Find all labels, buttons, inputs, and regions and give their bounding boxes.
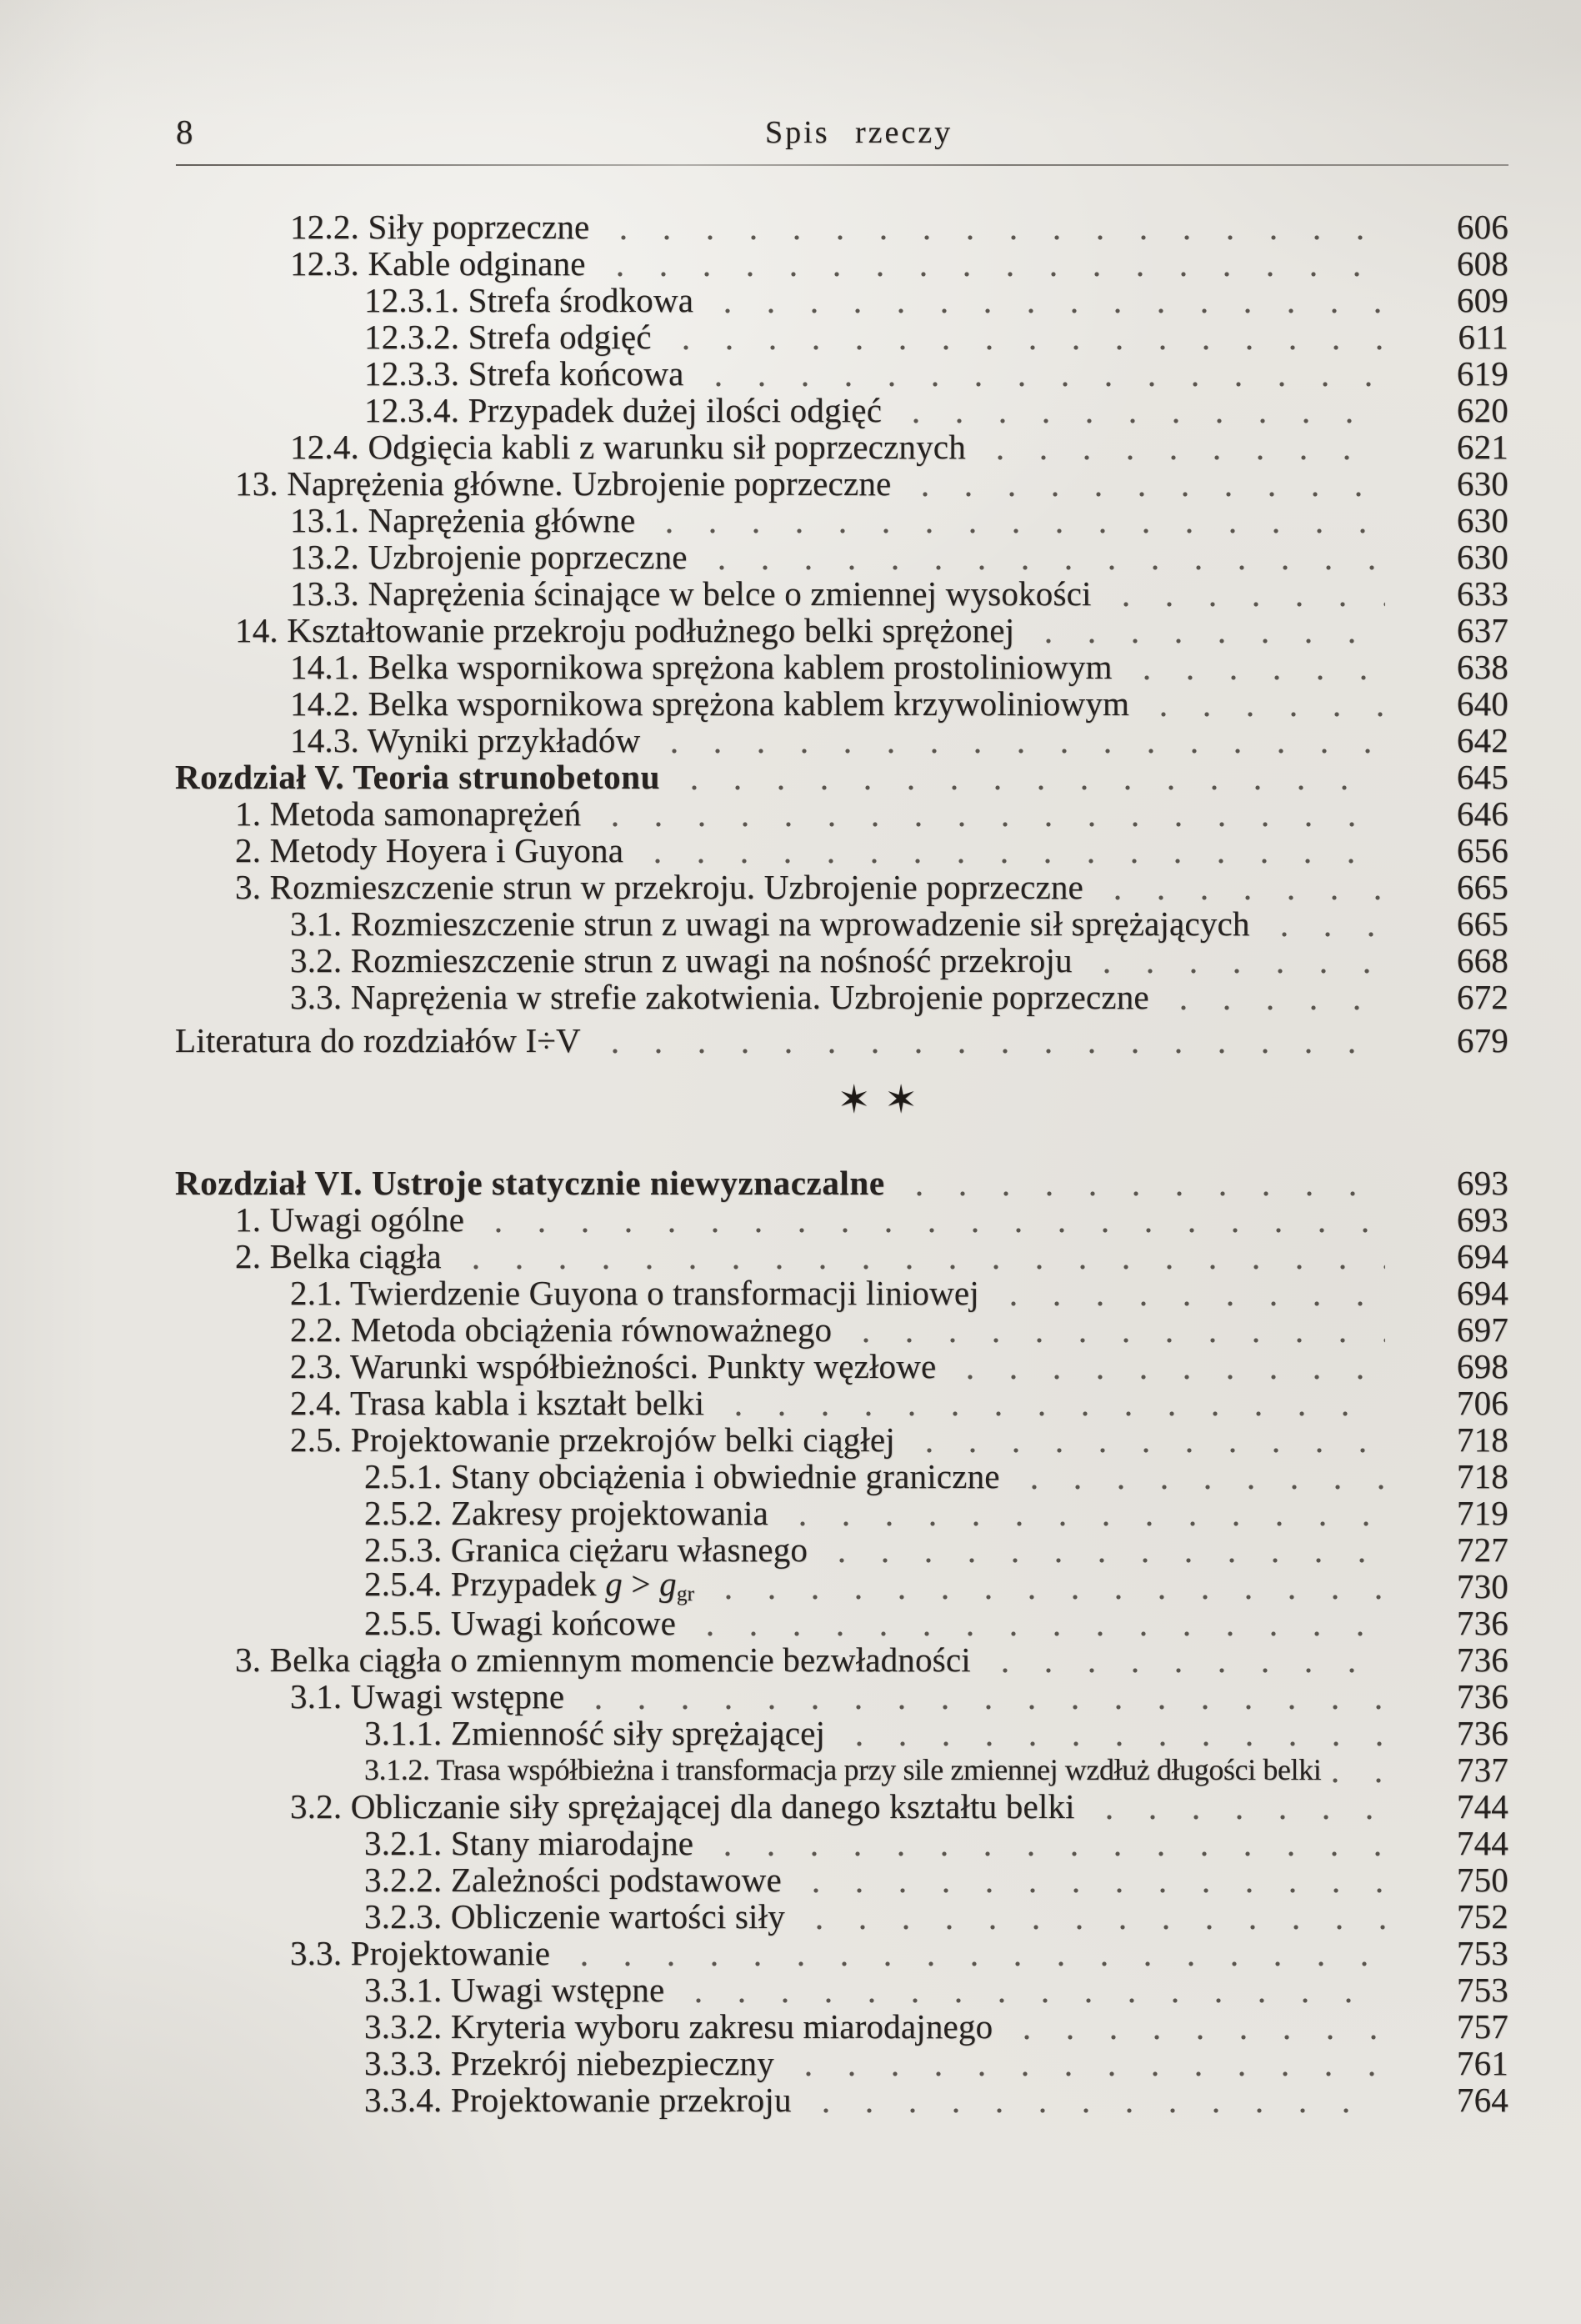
dot-leader [1107, 1814, 1385, 1821]
toc-page-number: 750 [1456, 1861, 1508, 1899]
toc-entry-label: 12.2. Siły poprzeczne [290, 208, 590, 246]
toc-page-number: 672 [1456, 978, 1508, 1016]
toc-entry [290, 575, 1508, 612]
toc-entry-label: 2.4. Trasa kabla i kształt belki [290, 1384, 705, 1422]
toc-page-number: 706 [1456, 1384, 1508, 1422]
toc-entry [290, 979, 1508, 1015]
dot-leader [1333, 1777, 1408, 1784]
toc-entry-label: 3.3.2. Kryteria wyboru zakresu miarodajnego [364, 2007, 993, 2046]
dot-leader [1011, 1300, 1385, 1307]
dot-leader [613, 821, 1385, 828]
toc-page-number: 665 [1456, 868, 1508, 906]
toc-page-number: 693 [1456, 1200, 1508, 1239]
toc-entry-label: 12.3.1. Strefa środkowa [364, 281, 694, 319]
dot-leader [672, 748, 1385, 754]
toc-entry [290, 538, 1508, 575]
dot-leader [968, 1374, 1385, 1380]
dot-leader [596, 1704, 1385, 1710]
toc-entry-label: 2. Belka ciągła [235, 1237, 442, 1275]
dot-leader [863, 1337, 1385, 1344]
toc-entry-label: 12.3. Kable odginane [290, 244, 586, 283]
toc-page-number: 764 [1456, 2081, 1508, 2119]
toc-entry-label: 3.2.1. Stany miarodajne [364, 1824, 694, 1862]
toc-page-number: 638 [1456, 648, 1508, 686]
dot-leader [923, 491, 1385, 498]
toc-entry [290, 1311, 1508, 1348]
toc-entry-label: 3.1. Uwagi wstępne [290, 1677, 565, 1715]
toc-entry [175, 759, 1508, 795]
toc-page-number: 753 [1456, 1934, 1508, 1972]
toc-page-number: 718 [1456, 1420, 1508, 1459]
toc-page-number: 737 [1456, 1751, 1508, 1789]
dot-leader [696, 1997, 1385, 2004]
toc-entry-label: 2.5.5. Uwagi końcowe [364, 1604, 677, 1642]
toc-section-2 [0, 1165, 1508, 2118]
dot-leader [823, 2107, 1385, 2114]
star-icon: ✶ [838, 1079, 871, 1122]
toc-page-number: 619 [1456, 354, 1508, 393]
toc-page-number: 719 [1456, 1494, 1508, 1532]
dot-leader [913, 418, 1385, 424]
dot-leader [1046, 638, 1385, 644]
toc-entry-label: 1. Metoda samonaprężeń [235, 794, 582, 833]
dot-leader [473, 1264, 1385, 1270]
toc-entry [364, 355, 1508, 392]
toc-entry [364, 1458, 1508, 1495]
toc-entry-label: 2.2. Metoda obciążenia równoważnego [290, 1310, 833, 1349]
toc-page-number: 679 [1456, 1021, 1508, 1059]
dot-leader [716, 381, 1385, 388]
toc-entry [364, 1531, 1508, 1568]
toc-page-number: 630 [1456, 501, 1508, 539]
toc-entry-label: 3.3. Naprężenia w strefie zakotwienia. Uzbrojenie poprzeczne [290, 978, 1149, 1016]
toc-page-number: 694 [1456, 1274, 1508, 1312]
dot-leader [1181, 1004, 1385, 1011]
page-number: 8 [176, 113, 193, 151]
toc-page-number: 697 [1456, 1310, 1508, 1349]
toc-entry [364, 1825, 1508, 1861]
toc-entry-label: 3.2. Obliczanie siły sprężającej dla danego kształtu belki [290, 1787, 1075, 1826]
toc-entry-label: 2.5.4. Przypadek g > ggr [364, 1565, 695, 1605]
toc-entry [290, 1788, 1508, 1825]
section-divider [838, 1081, 918, 1120]
dot-leader [1024, 2034, 1385, 2041]
toc-page-number: 693 [1456, 1164, 1508, 1202]
toc-page-number: 736 [1456, 1640, 1508, 1679]
toc-entry [364, 1861, 1508, 1898]
toc-page-number: 637 [1456, 611, 1508, 649]
toc-section-1 [0, 208, 1508, 1059]
toc-entry [290, 1421, 1508, 1458]
toc-entry-label: Literatura do rozdziałów I÷V [175, 1021, 581, 1059]
toc-entry-label: 12.3.4. Przypadek dużej ilości odgięć [364, 391, 883, 429]
toc-page-number: 640 [1456, 684, 1508, 723]
toc-entry-label: 13.2. Uzbrojenie poprzeczne [290, 538, 688, 576]
dot-leader [613, 1048, 1385, 1054]
toc-page-number: 630 [1456, 464, 1508, 503]
toc-entry [235, 832, 1508, 869]
dot-leader [813, 1887, 1385, 1894]
dot-leader [736, 1410, 1385, 1417]
dot-leader [725, 1851, 1385, 1857]
dot-leader [839, 1557, 1385, 1564]
dot-leader [618, 271, 1385, 278]
toc-entry [235, 1238, 1508, 1275]
toc-entry [364, 1751, 1508, 1788]
toc-entry [290, 208, 1508, 245]
dot-leader [726, 1594, 1385, 1600]
toc-entry [290, 502, 1508, 538]
toc-page-number: 608 [1456, 244, 1508, 283]
toc-entry-label: 3.1. Rozmieszczenie strun z uwagi na wprowadzenie sił sprężających [290, 904, 1250, 943]
toc-page-number: 694 [1456, 1237, 1508, 1275]
toc-page-number: 656 [1456, 831, 1508, 869]
dot-leader [1144, 674, 1385, 681]
dot-leader [621, 234, 1385, 241]
toc-entry-label: 3. Rozmieszczenie strun w przekroju. Uzbrojenie poprzeczne [235, 868, 1083, 906]
header-rule [176, 164, 1508, 166]
toc-entry-label: 3.3.3. Przekrój niebezpieczny [364, 2044, 774, 2082]
toc-entry-label: 1. Uwagi ogólne [235, 1200, 465, 1239]
toc-entry [290, 1348, 1508, 1385]
dot-leader [1161, 711, 1385, 718]
toc-entry [290, 942, 1508, 979]
toc-entry [235, 795, 1508, 832]
dot-leader [1003, 1667, 1385, 1674]
toc-entry [290, 1678, 1508, 1715]
toc-entry-label: 3.2.2. Zależności podstawowe [364, 1861, 782, 1899]
toc-entry [364, 1495, 1508, 1531]
dot-leader [719, 564, 1385, 571]
toc-page-number: 633 [1456, 574, 1508, 613]
star-icon: ✶ [884, 1079, 918, 1122]
toc-entry [235, 869, 1508, 905]
toc-entry [290, 1935, 1508, 1971]
toc-entry-label: 2.5.2. Zakresy projektowania [364, 1494, 768, 1532]
toc-entry [364, 392, 1508, 428]
toc-page-number: 752 [1456, 1897, 1508, 1936]
toc-page-number: 730 [1456, 1567, 1508, 1605]
toc-entry-label: 2.3. Warunki współbieżności. Punkty węzłowe [290, 1347, 937, 1385]
toc-page-number: 757 [1456, 2007, 1508, 2046]
dot-leader [496, 1227, 1385, 1234]
toc-entry [290, 905, 1508, 942]
toc-entry-label: 12.3.3. Strefa końcowa [364, 354, 684, 393]
toc-entry-label: 3.2. Rozmieszczenie strun z uwagi na nośność przekroju [290, 941, 1073, 979]
toc-entry-label: 13. Naprężenia główne. Uzbrojenie poprzeczne [235, 464, 892, 503]
toc-page-number: 744 [1456, 1787, 1508, 1826]
dot-leader [1123, 601, 1385, 608]
dot-leader [1032, 1484, 1385, 1490]
toc-entry-label: 13.1. Naprężenia główne [290, 501, 636, 539]
toc-entry [290, 1385, 1508, 1421]
toc-entry [235, 465, 1508, 502]
toc-entry [290, 685, 1508, 722]
toc-entry-label: 14.1. Belka wspornikowa sprężona kablem prostoliniowym [290, 648, 1113, 686]
dot-leader [1282, 931, 1385, 938]
toc-entry-label: 2.5.3. Granica ciężaru własnego [364, 1530, 808, 1569]
dot-leader [998, 454, 1385, 461]
toc-entry [364, 318, 1508, 355]
toc-entry [175, 1165, 1508, 1201]
toc-entry [364, 2045, 1508, 2081]
dot-leader [857, 1740, 1385, 1747]
toc-page-number: 646 [1456, 794, 1508, 833]
dot-leader [667, 528, 1385, 534]
toc-entry [290, 722, 1508, 759]
toc-entry [364, 1971, 1508, 2008]
dot-leader [1104, 968, 1385, 974]
toc-entry [235, 612, 1508, 649]
dot-leader [725, 308, 1385, 314]
dot-leader [1115, 894, 1385, 901]
toc-page-number: 736 [1456, 1604, 1508, 1642]
toc-page-number: 727 [1456, 1530, 1508, 1569]
toc-entry [290, 428, 1508, 465]
toc-entry [364, 1898, 1508, 1935]
toc-page-number: 606 [1456, 208, 1508, 246]
toc-page-number: 736 [1456, 1714, 1508, 1752]
toc-page-number: 736 [1456, 1677, 1508, 1715]
dot-leader [800, 1520, 1385, 1527]
toc-entry-label: 3.3. Projektowanie [290, 1934, 551, 1972]
toc-entry-label: 3.2.3. Obliczenie wartości siły [364, 1897, 785, 1936]
dot-leader [806, 2071, 1385, 2077]
dot-leader [655, 858, 1385, 864]
toc-entry-label: 3.3.4. Projektowanie przekroju [364, 2081, 792, 2119]
dot-leader [817, 1924, 1385, 1931]
toc-page-number: 621 [1456, 428, 1508, 466]
toc-page-number: 668 [1456, 941, 1508, 979]
toc-page-number: 630 [1456, 538, 1508, 576]
table-of-contents [0, 208, 1508, 2118]
toc-page-number: 645 [1456, 758, 1508, 796]
toc-entry-label: Rozdział VI. Ustroje statycznie niewyznaczalne [175, 1164, 885, 1202]
toc-entry-label: 3.3.1. Uwagi wstępne [364, 1971, 665, 2009]
toc-entry [364, 2008, 1508, 2045]
toc-entry-label: 3.1.2. Trasa współbieżna i transformacja przy sile zmiennej wzdłuż długości belki [364, 1753, 1322, 1786]
toc-page-number: 718 [1456, 1457, 1508, 1495]
toc-page-number: 761 [1456, 2044, 1508, 2082]
toc-entry-label: 2.1. Twierdzenie Guyona o transformacji liniowej [290, 1274, 979, 1312]
toc-entry [290, 245, 1508, 282]
toc-page-number: 753 [1456, 1971, 1508, 2009]
running-title: Spis rzeczy [765, 115, 953, 150]
toc-entry [364, 1605, 1508, 1641]
toc-entry-label: Rozdział V. Teoria strunobetonu [175, 758, 661, 796]
toc-page-number: 744 [1456, 1824, 1508, 1862]
toc-entry [364, 282, 1508, 318]
toc-entry [364, 1715, 1508, 1751]
toc-entry-label: 12.4. Odgięcia kabli z warunku sił poprzecznych [290, 428, 966, 466]
toc-entry-label: 12.3.2. Strefa odgięć [364, 318, 652, 356]
toc-entry-label: 3. Belka ciągła o zmiennym momencie bezwładności [235, 1640, 971, 1679]
toc-page-number: 609 [1456, 281, 1508, 319]
toc-entry-label: 3.1.1. Zmienność siły sprężającej [364, 1714, 826, 1752]
toc-entry-label: 13.3. Naprężenia ścinające w belce o zmiennej wysokości [290, 574, 1092, 613]
toc-page-number: 665 [1456, 904, 1508, 943]
toc-entry-label: 2.5. Projektowanie przekrojów belki ciągłej [290, 1420, 895, 1459]
toc-entry [364, 2081, 1508, 2118]
toc-entry [175, 1022, 1508, 1059]
toc-page-number: 620 [1456, 391, 1508, 429]
toc-entry [235, 1201, 1508, 1238]
dot-leader [582, 1961, 1385, 1967]
dot-leader [683, 344, 1385, 351]
toc-page-number: 698 [1456, 1347, 1508, 1385]
toc-entry-label: 2.5.1. Stany obciążenia i obwiednie graniczne [364, 1457, 1000, 1495]
toc-entry-label: 14. Kształtowanie przekroju podłużnego belki sprężonej [235, 611, 1015, 649]
toc-page-number: 611 [1458, 318, 1508, 356]
toc-page-number: 642 [1456, 721, 1508, 759]
dot-leader [692, 784, 1385, 791]
toc-entry [290, 1275, 1508, 1311]
dot-leader [917, 1190, 1385, 1197]
dot-leader [708, 1630, 1385, 1637]
toc-entry [235, 1641, 1508, 1678]
toc-entry-label: 2. Metody Hoyera i Guyona [235, 831, 624, 869]
toc-entry [364, 1565, 1508, 1605]
toc-entry-label: 14.3. Wyniki przykładów [290, 721, 641, 759]
dot-leader [927, 1447, 1385, 1454]
toc-entry [290, 649, 1508, 685]
toc-entry-label: 14.2. Belka wspornikowa sprężona kablem krzywoliniowym [290, 684, 1130, 723]
